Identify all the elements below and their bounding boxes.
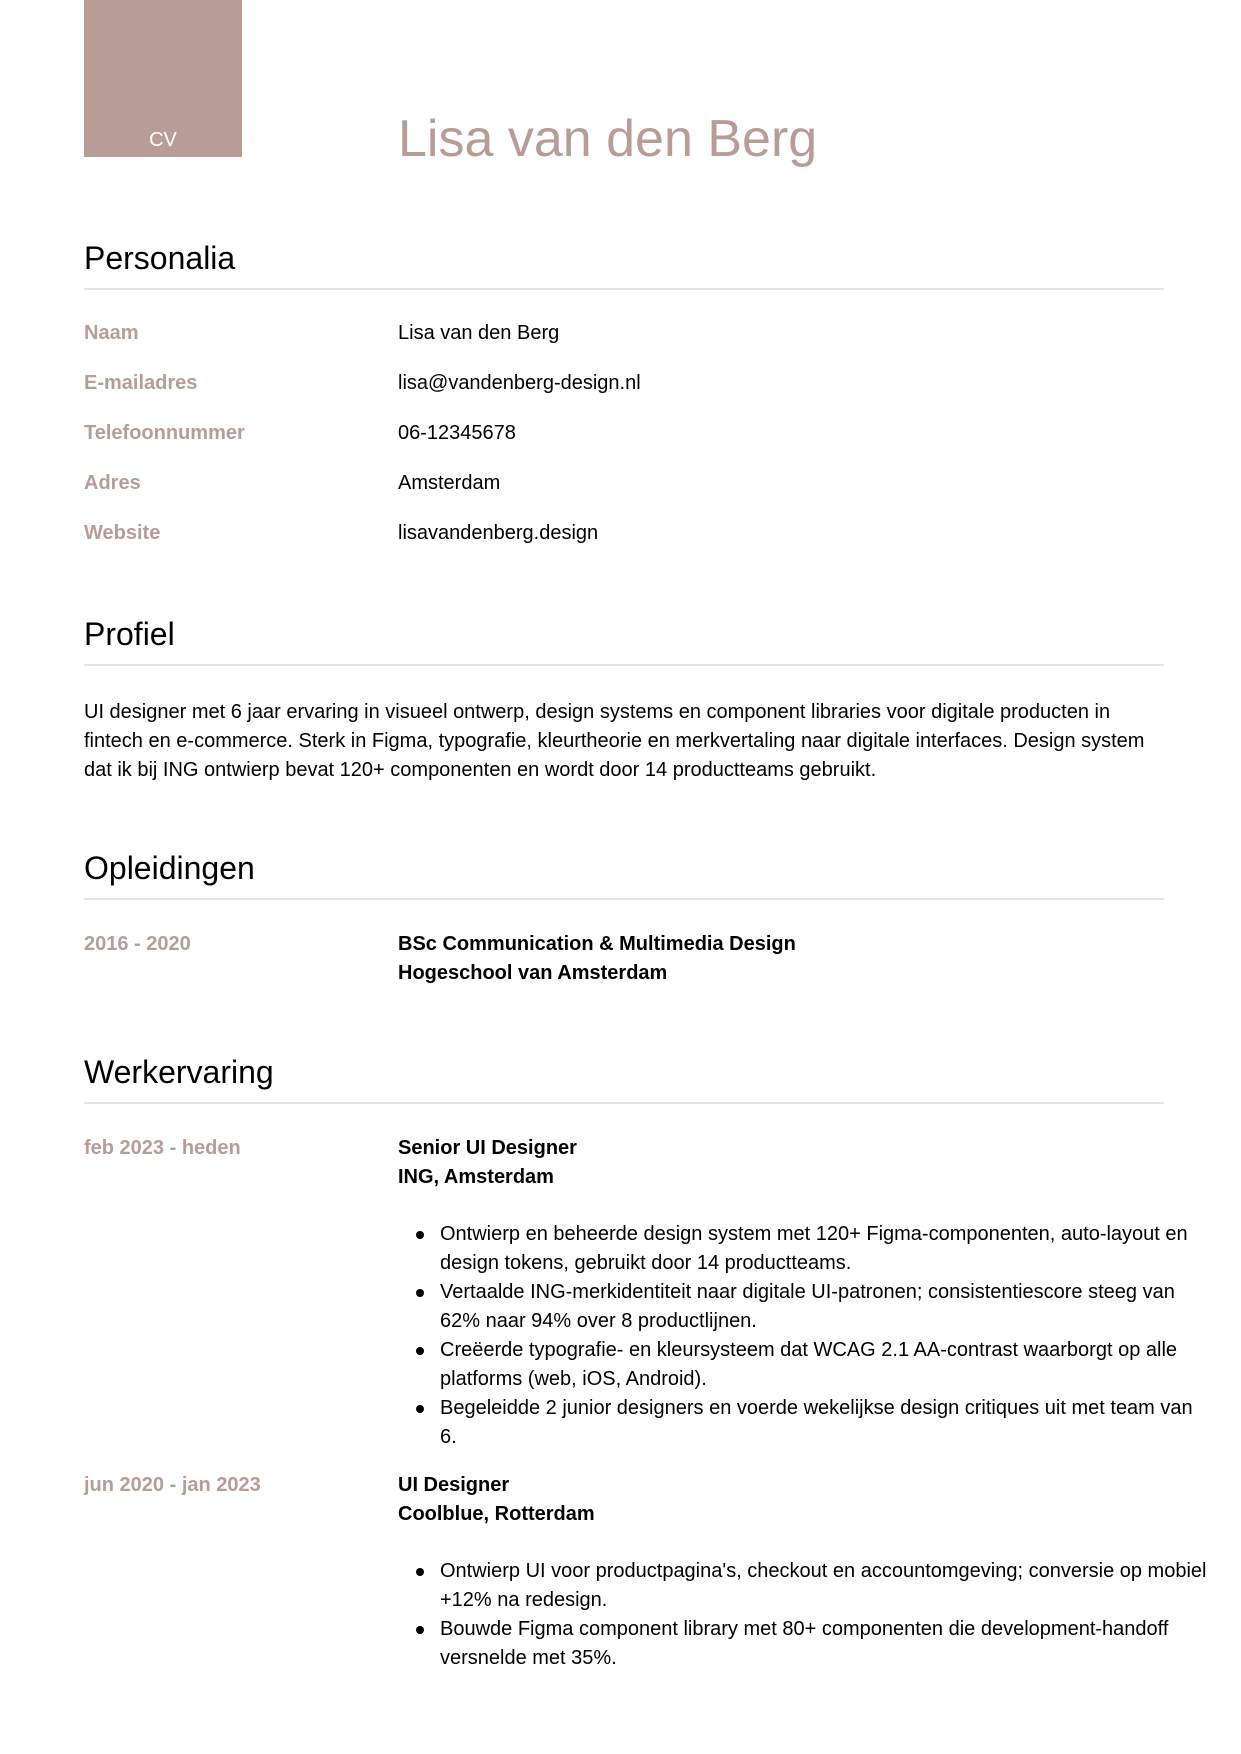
profile-summary: UI designer met 6 jaar ervaring in visueel ontwerp, design systems en component libraries voor digitale producten in fintech en e-commerce. Sterk in Figma, typografie, kleurtheorie en merkvertaling naar digitale interfaces. Design system dat ik bij ING ontwierp bevat 120+ componenten en wordt door 14 productteams gebruikt. <box>84 701 1145 781</box>
list-item: Ontwierp UI voor productpagina's, checkout en accountomgeving; conversie op mobiel +12% na redesign. <box>440 1557 1210 1615</box>
personalia-value-adres: Amsterdam <box>398 472 501 494</box>
list-item: Begeleidde 2 junior designers en voerde wekelijkse design critiques uit met team van 6. <box>440 1394 1210 1452</box>
cv-badge <box>84 0 242 157</box>
job-bullet-list <box>398 1557 1210 1673</box>
personalia-label-adres: Adres <box>84 472 141 494</box>
section-divider <box>84 1102 1164 1104</box>
job-bullet-list <box>398 1220 1210 1452</box>
section-title-personalia: Personalia <box>84 240 236 276</box>
job-role: UI Designer <box>398 1474 510 1496</box>
education-school: Hogeschool van Amsterdam <box>398 962 668 984</box>
job-role: Senior UI Designer <box>398 1137 577 1159</box>
section-divider <box>84 898 1164 900</box>
personalia-value-website[interactable]: lisavandenberg.design <box>398 522 599 544</box>
personalia-label-telefoon: Telefoonnummer <box>84 422 245 444</box>
job-period: jun 2020 - jan 2023 <box>84 1474 261 1496</box>
list-item: Vertaalde ING-merkidentiteit naar digitale UI-patronen; consistentiescore steeg van 62% naar 94% over 8 productlijnen. <box>440 1278 1210 1336</box>
section-title-profiel: Profiel <box>84 616 175 652</box>
job-company: Coolblue, Rotterdam <box>398 1503 595 1525</box>
section-title-werkervaring: Werkervaring <box>84 1054 274 1090</box>
section-divider <box>84 288 1164 290</box>
personalia-label-naam: Naam <box>84 322 139 344</box>
education-degree: BSc Communication & Multimedia Design <box>398 933 796 955</box>
job-company: ING, Amsterdam <box>398 1166 554 1188</box>
personalia-value-telefoon: 06-12345678 <box>398 422 516 444</box>
list-item: Creëerde typografie- en kleursysteem dat WCAG 2.1 AA-contrast waarborgt op alle platforms (web, iOS, Android). <box>440 1336 1210 1394</box>
personalia-value-email[interactable]: lisa@vandenberg-design.nl <box>398 372 641 394</box>
cv-badge-label: CV <box>149 129 177 151</box>
page-title: Lisa van den Berg <box>398 110 818 168</box>
job-period: feb 2023 - heden <box>84 1137 241 1159</box>
section-divider <box>84 664 1164 666</box>
personalia-label-website: Website <box>84 522 161 544</box>
section-title-opleidingen: Opleidingen <box>84 850 255 886</box>
personalia-value-naam: Lisa van den Berg <box>398 322 560 344</box>
list-item: Bouwde Figma component library met 80+ componenten die development-handoff versnelde met 35%. <box>440 1615 1210 1673</box>
personalia-label-email: E-mailadres <box>84 372 198 394</box>
list-item: Ontwierp en beheerde design system met 120+ Figma-componenten, auto-layout en design tokens, gebruikt door 14 productteams. <box>440 1220 1210 1278</box>
education-period: 2016 - 2020 <box>84 933 191 955</box>
